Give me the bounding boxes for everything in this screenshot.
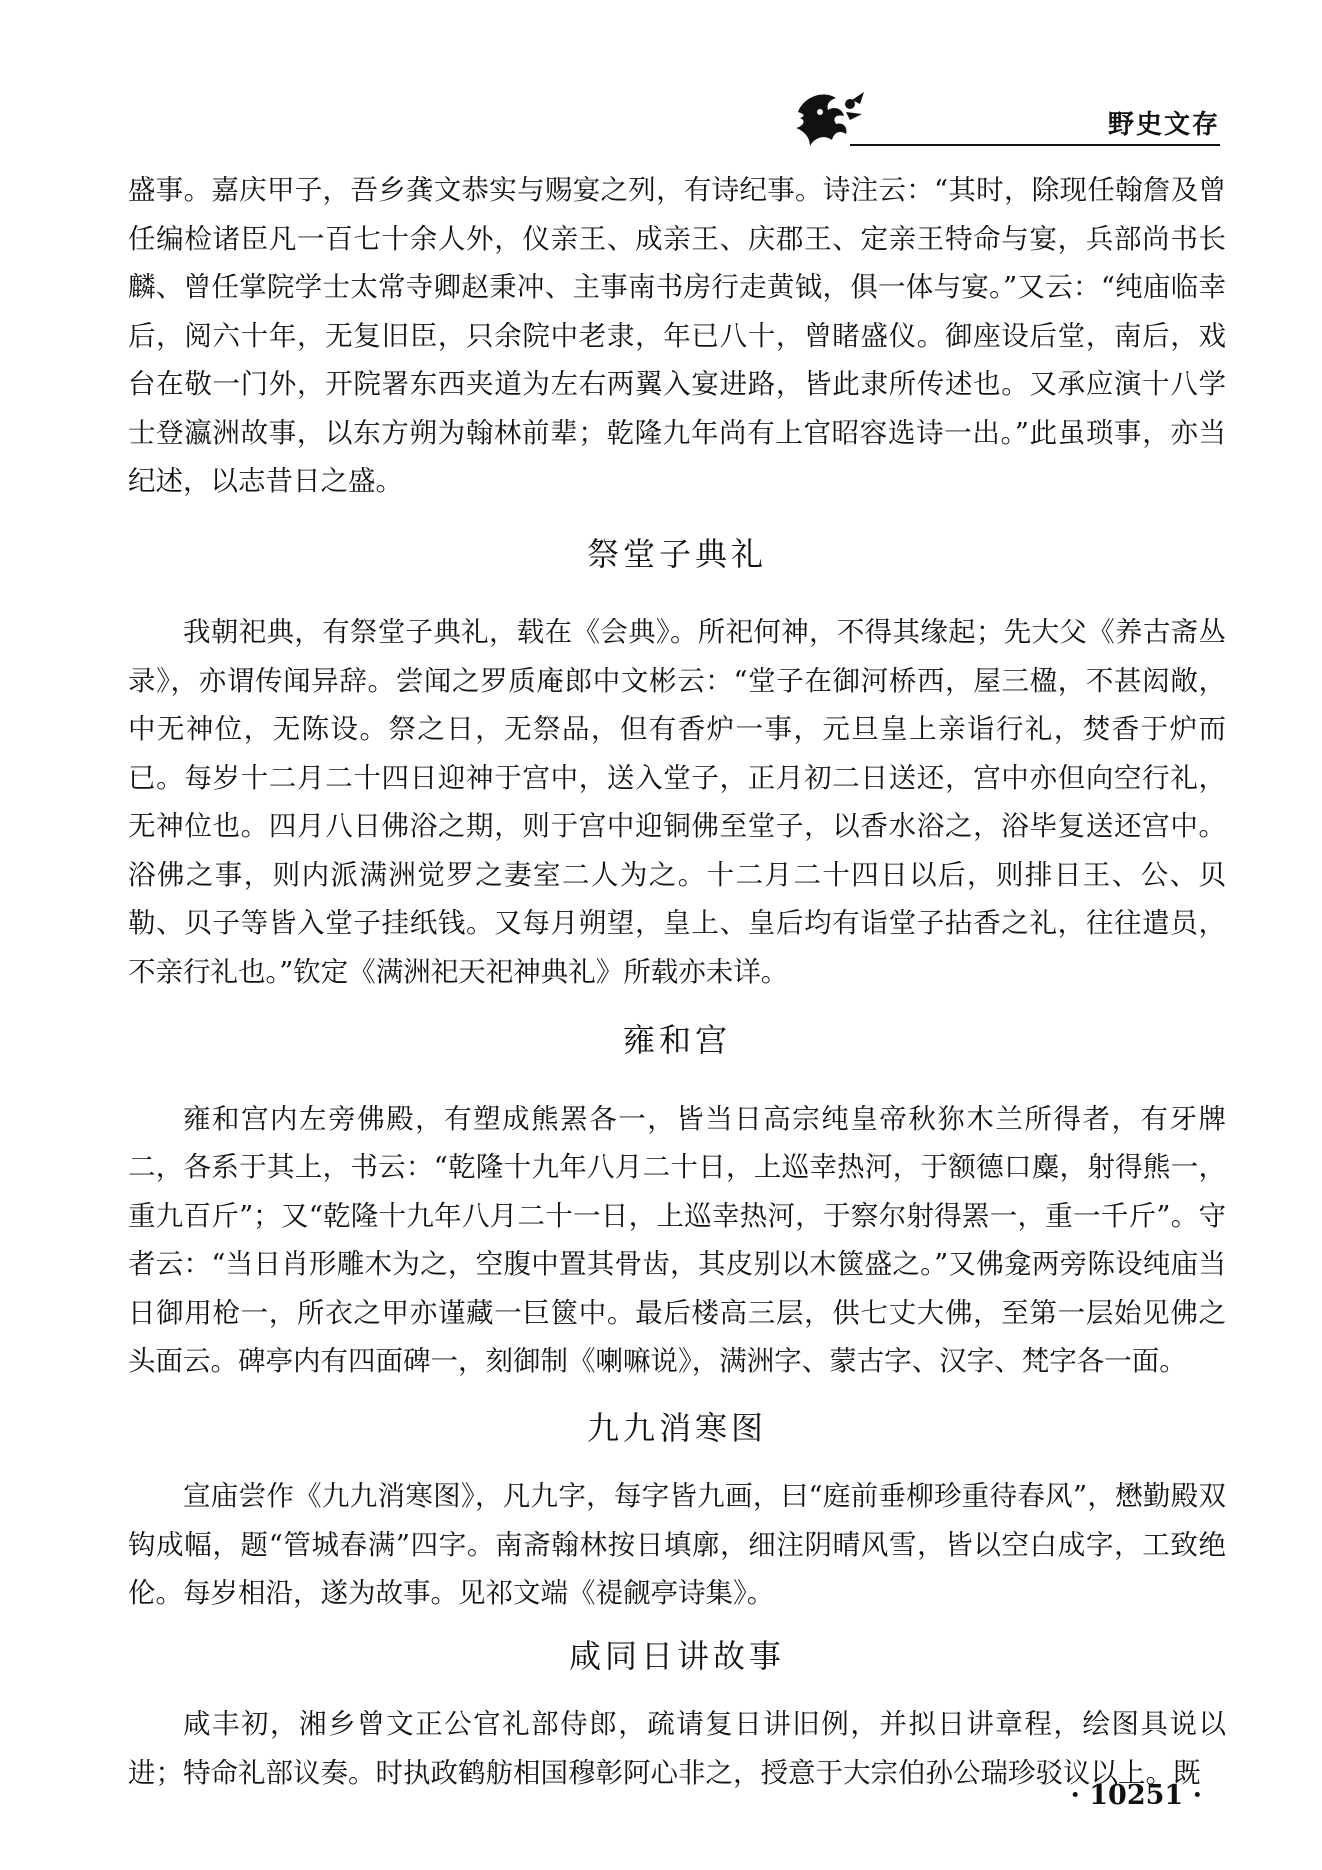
running-header [790,82,1220,152]
body-paragraph: 咸丰初，湘乡曾文正公官礼部侍郎，疏请复日讲旧例，并拟日讲章程，绘图具说以进；特命礼部议奏。时执政鹤舫相国穆彰阿心非之，授意于大宗伯孙公瑞珍驳议以上。既 [128,1708,1226,1789]
page-content [128,166,1226,1797]
section-title: 祭堂子典礼 [586,534,767,573]
page-number: · 10251 · [1070,1780,1202,1811]
dragon-emblem-icon [790,82,870,150]
body-paragraph: 雍和宫内左旁佛殿，有塑成熊罴各一，皆当日高宗纯皇帝秋狝木兰所得者，有牙牌二，各系于其上，书云：“乾隆十九年八月二十日，上巡幸热河，于额德口麋，射得熊一，重九百斤”；又“乾隆十九年八月二十一日，上巡幸热河，于察尔射得罴一，重一千斤”。守者云：“当日肖形雕木为之，空腹中置其骨齿，其皮别以木篋盛之。”又佛龛两旁陈设纯庙当日御用枪一，所衣之甲亦谨藏一巨篋中。最后楼高三层，供七丈大佛，至第一层始见佛之头面云。碑亭内有四面碑一，刻御制《喇嘛说》，满洲字、蒙古字、汉字、梵字各一面。 [128,1102,1226,1377]
section-title: 九九消寒图 [586,1408,767,1447]
header-rule [850,144,1220,146]
body-paragraph: 我朝祀典，有祭堂子典礼，载在《会典》。所祀何神，不得其缘起；先大父《养古斋丛录》，亦谓传闻异辞。尝闻之罗质庵郎中文彬云：“堂子在御河桥西，屋三楹，不甚闳敞，中无神位，无陈设。祭之日，无祭品，但有香炉一事，元旦皇上亲诣行礼，焚香于炉而已。每岁十二月二十四日迎神于宫中，送入堂子，正月初二日送还，宫中亦但向空行礼，无神位也。四月八日佛浴之期，则于宫中迎铜佛至堂子，以香水浴之，浴毕复送还宫中。浴佛之事，则内派满洲觉罗之妻室二人为之。十二月二十四日以后，则排日王、公、贝勒、贝子等皆入堂子挂纸钱。又每月朔望，皇上、皇后均有诣堂子拈香之礼，往往遣员，不亲行礼也。”钦定《满洲祀天祀神典礼》所载亦未详。 [128,616,1226,988]
section-title: 雍和宫 [622,1021,731,1059]
header-title: 野史文存 [1107,110,1220,140]
body-paragraph: 盛事。嘉庆甲子，吾乡龚文恭实与赐宴之列，有诗纪事。诗注云：“其时，除现任翰詹及曾任编检诸臣凡一百七十余人外，仪亲王、成亲王、庆郡王、定亲王特命与宴，兵部尚书长麟、曾任掌院学士太常寺卿赵秉冲、主事南书房行走黄钺，俱一体与宴。”又云：“纯庙临幸后，阅六十年，无复旧臣，只余院中老隶，年已八十，曾睹盛仪。御座设后堂，南后，戏台在敬一门外，开院署东西夹道为左右两翼入宴进路，皆此隶所传述也。又承应演十八学士登瀛洲故事，以东方朔为翰林前辈；乾隆九年尚有上官昭容选诗一出。”此虽琐事，亦当纪述，以志昔日之盛。 [128,174,1226,497]
body-paragraph: 宣庙尝作《九九消寒图》，凡九字，每字皆九画，曰“庭前垂柳珍重待春风”，懋勤殿双钩成幅，题“管城春满”四字。南斋翰林按日填廓，细注阴晴风雪，皆以空白成字，工致绝伦。每岁相沿，遂为故事。见祁文端《禔觎亭诗集》。 [128,1480,1226,1609]
section-title: 咸同日讲故事 [568,1636,785,1675]
